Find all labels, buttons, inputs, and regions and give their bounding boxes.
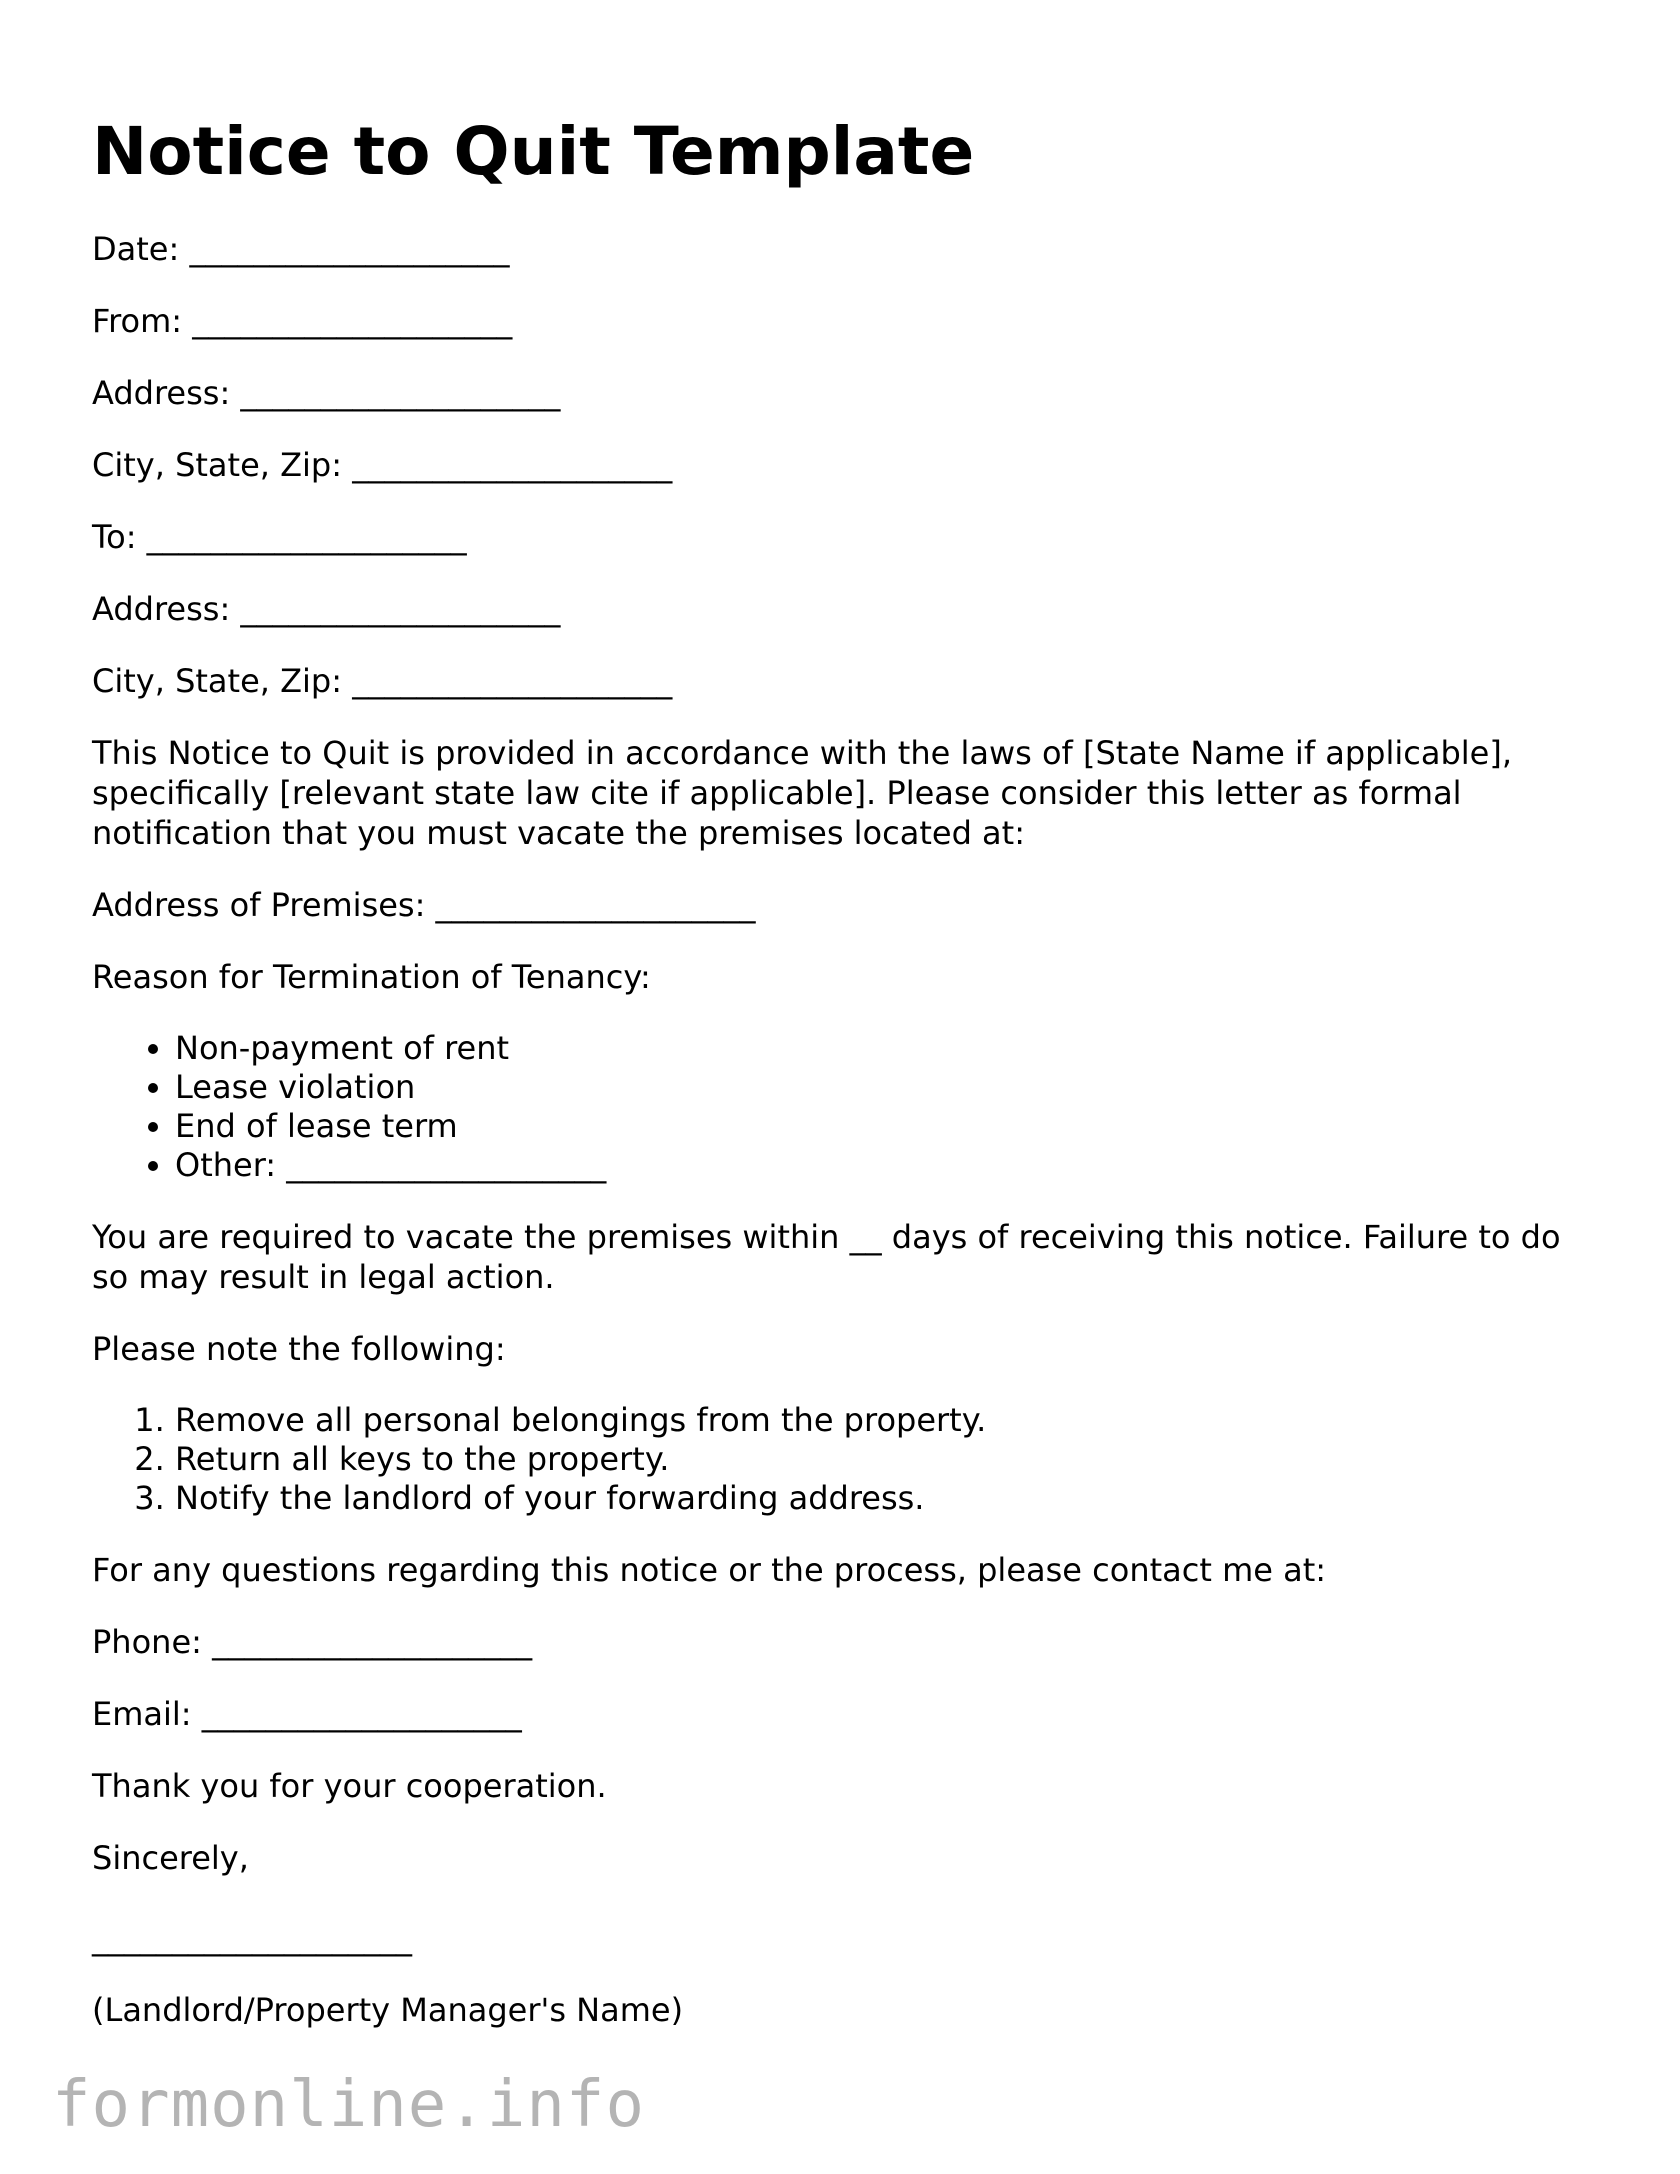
note-item: 2. Return all keys to the property. (175, 1440, 1592, 1479)
reason-heading: Reason for Termination of Tenancy: (92, 958, 651, 997)
closing-text: Sincerely, (92, 1839, 249, 1878)
watermark-text: formonline.info (52, 2068, 645, 2142)
from-field: From: ____________________ (92, 302, 513, 341)
date-field: Date: ____________________ (92, 230, 510, 269)
to-field: To: ____________________ (92, 518, 467, 557)
notes-heading: Please note the following: (92, 1330, 506, 1369)
from-city-state-zip-field: City, State, Zip: ____________________ (92, 446, 673, 485)
intro-paragraph: This Notice to Quit is provided in accordance with the laws of [State Name if applicable], specifically [relevant state law cite if applicable]. Please consider this letter as formal notification that you must vacate the premises located at: (92, 734, 1513, 853)
notice-document (92, 112, 1592, 2062)
signature-line: ____________________ (92, 1919, 412, 1958)
reason-list (92, 1029, 1592, 1185)
phone-field: Phone: ____________________ (92, 1623, 533, 1662)
reason-item: • Lease violation (175, 1068, 1592, 1107)
note-item: 3. Notify the landlord of your forwarding address. (175, 1479, 1592, 1518)
vacate-paragraph: You are required to vacate the premises within __ days of receiving this notice. Failure to do so may result in legal action. (92, 1218, 1561, 1297)
reason-item: • End of lease term (175, 1107, 1592, 1146)
to-city-state-zip-field: City, State, Zip: ____________________ (92, 662, 673, 701)
to-address-field: Address: ____________________ (92, 590, 561, 629)
reason-item-other: • Other: ____________________ (175, 1146, 1592, 1185)
thanks-text: Thank you for your cooperation. (92, 1767, 607, 1806)
notes-list (92, 1401, 1592, 1518)
from-address-field: Address: ____________________ (92, 374, 561, 413)
document-title: Notice to Quit Template (92, 113, 975, 190)
premises-address-field: Address of Premises: ____________________ (92, 886, 756, 925)
signer-label: (Landlord/Property Manager's Name) (92, 1991, 684, 2030)
email-field: Email: ____________________ (92, 1695, 522, 1734)
reason-item: • Non-payment of rent (175, 1029, 1592, 1068)
contact-paragraph: For any questions regarding this notice or the process, please contact me at: (92, 1551, 1327, 1590)
note-item: 1. Remove all personal belongings from the property. (175, 1401, 1592, 1440)
